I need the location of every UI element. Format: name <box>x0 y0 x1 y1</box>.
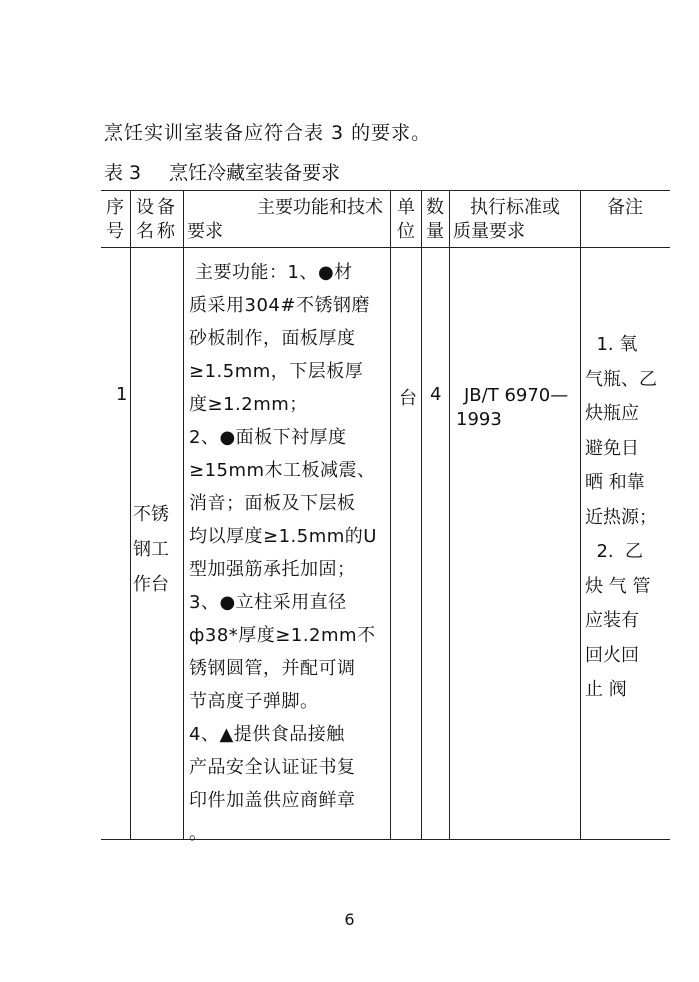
table-title: 烹饪冷藏室装备要求 <box>169 162 341 184</box>
header-standard: 执行标准或 质量要求 <box>453 197 560 242</box>
header-device-name: 设备 名称 <box>136 197 178 242</box>
header-unit: 单 位 <box>397 197 415 242</box>
column-divider <box>183 190 184 840</box>
intro-paragraph: 烹饪实训室装备应符合表 3 的要求。 <box>104 122 432 144</box>
page-number: 6 <box>344 910 355 929</box>
header-seq: 序 号 <box>106 197 124 242</box>
row-quantity: 4 <box>430 384 442 405</box>
header-remark: 备注 <box>607 197 643 218</box>
column-divider <box>421 190 422 840</box>
row-unit: 台 <box>399 388 417 409</box>
column-divider <box>449 190 450 840</box>
table-caption <box>104 158 340 185</box>
column-divider <box>130 190 131 840</box>
header-function-requirements: 主要功能和技术 要求 <box>187 197 383 242</box>
row-remark: 1. 氧 气瓶、乙 炔瓶应 避免日 晒 和靠 近热源； 2. 乙 炔 气 管 应装有 回火回 止 阀 <box>585 334 657 700</box>
row-seq: 1 <box>116 384 128 405</box>
header-quantity: 数 量 <box>426 197 444 242</box>
table-header-rule <box>101 247 670 248</box>
column-divider <box>580 190 581 840</box>
table-top-rule <box>101 190 670 191</box>
row-function-requirements: 主要功能：1、●材 质采用304#不锈钢磨 砂板制作，面板厚度 ≥1.5mm，下层板厚 度≥1.2mm； 2、●面板下衬厚度 ≥15mm木工板减震、 消音；面板及下层板 均以厚度≥1.5mm的U 型加强筋承托加固； 3、●立柱采用直径 ф38*厚度≥1.2mm不 锈钢圆管，并配可调 节高度子弹脚。 4、▲提供食品接触 产品安全认证证书复 印件加盖供应商鲜章 。 <box>189 262 377 844</box>
table-number: 表 3 <box>104 162 142 184</box>
row-device-name: 不锈 钢工 作台 <box>133 504 169 595</box>
column-divider <box>390 190 391 840</box>
row-standard: JB/T 6970— 1993 <box>456 385 569 430</box>
